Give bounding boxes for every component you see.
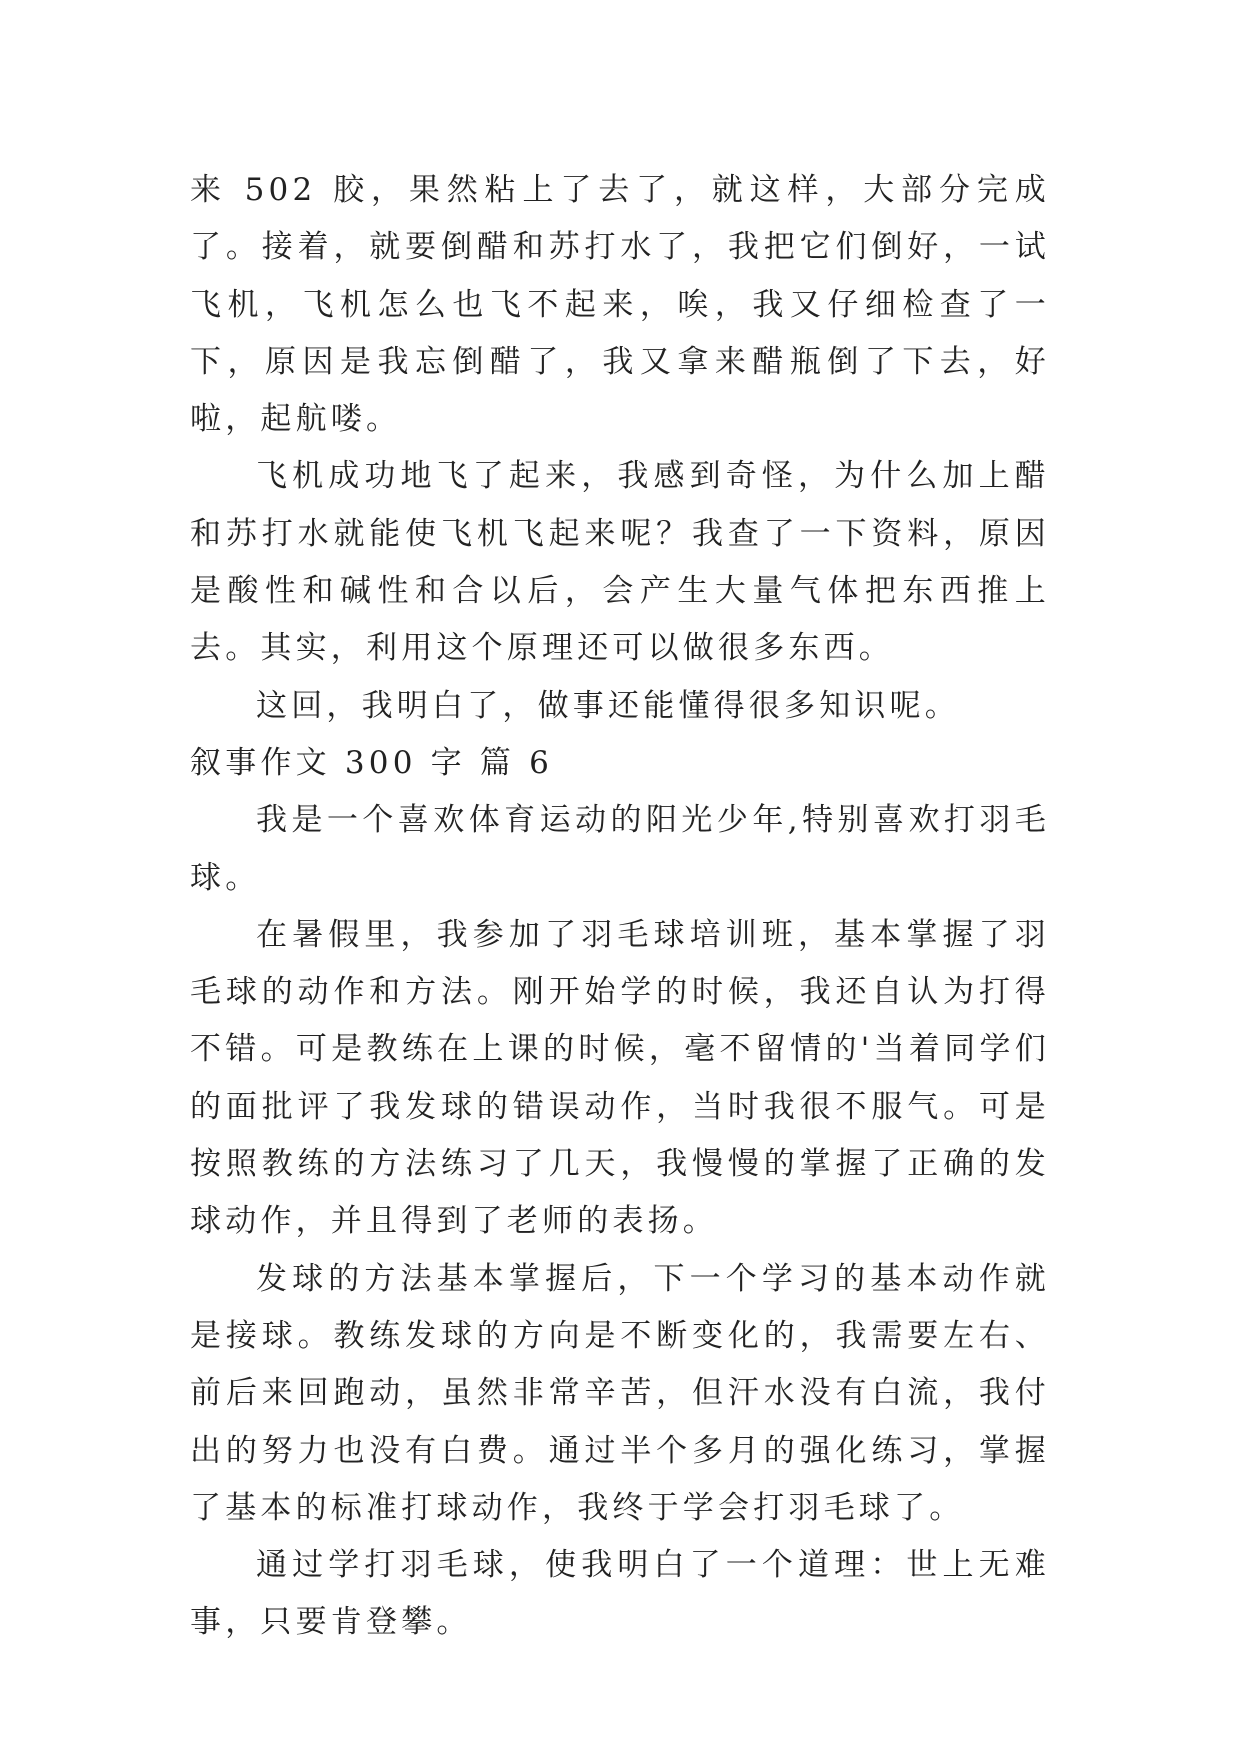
paragraph-receiving-practice: 发球的方法基本掌握后，下一个学习的基本动作就是接球。教练发球的方向是不断变化的，我需要左右、前后来回跑动，虽然非常辛苦，但汗水没有白流，我付出的努力也没有白费。通过半个多月的强化练习，掌握了基本的标准打球动作，我终于学会打羽毛球了。 [190,1260,1050,1526]
paragraph-airplane-assembly: 来 502 胶，果然粘上了去了，就这样，大部分完成了。接着，就要倒醋和苏打水了，我把它们倒好，一试飞机，飞机怎么也飞不起来，唉，我又仔细检查了一下，原因是我忘倒醋了，我又拿来醋瓶倒了下去，好啦，起航喽。 [190,172,1050,438]
paragraph-training-class: 在暑假里，我参加了羽毛球培训班，基本掌握了羽毛球的动作和方法。刚开始学的时候，我还自认为打得不错。可是教练在上课的时候，毫不留情的'当着同学们的面批评了我发球的错误动作，当时我很不服气。可是按照教练的方法练习了几天，我慢慢的掌握了正确的发球动作，并且得到了老师的表扬。 [190,916,1050,1240]
section-heading: 叙事作文 300 字 篇 6 [190,744,554,781]
document-body [190,162,1050,1652]
paragraph-airplane-flight: 飞机成功地飞了起来，我感到奇怪，为什么加上醋和苏打水就能使飞机飞起来呢？我查了一下资料，原因是酸性和碱性和合以后，会产生大量气体把东西推上去。其实，利用这个原理还可以做很多东西。 [190,458,1050,667]
paragraph-lesson-learned: 这回，我明白了，做事还能懂得很多知识呢。 [256,687,960,724]
paragraph-conclusion: 通过学打羽毛球，使我明白了一个道理：世上无难事，只要肯登攀。 [190,1547,1050,1641]
paragraph-intro-badminton: 我是一个喜欢体育运动的阳光少年,特别喜欢打羽毛球。 [190,802,1050,896]
